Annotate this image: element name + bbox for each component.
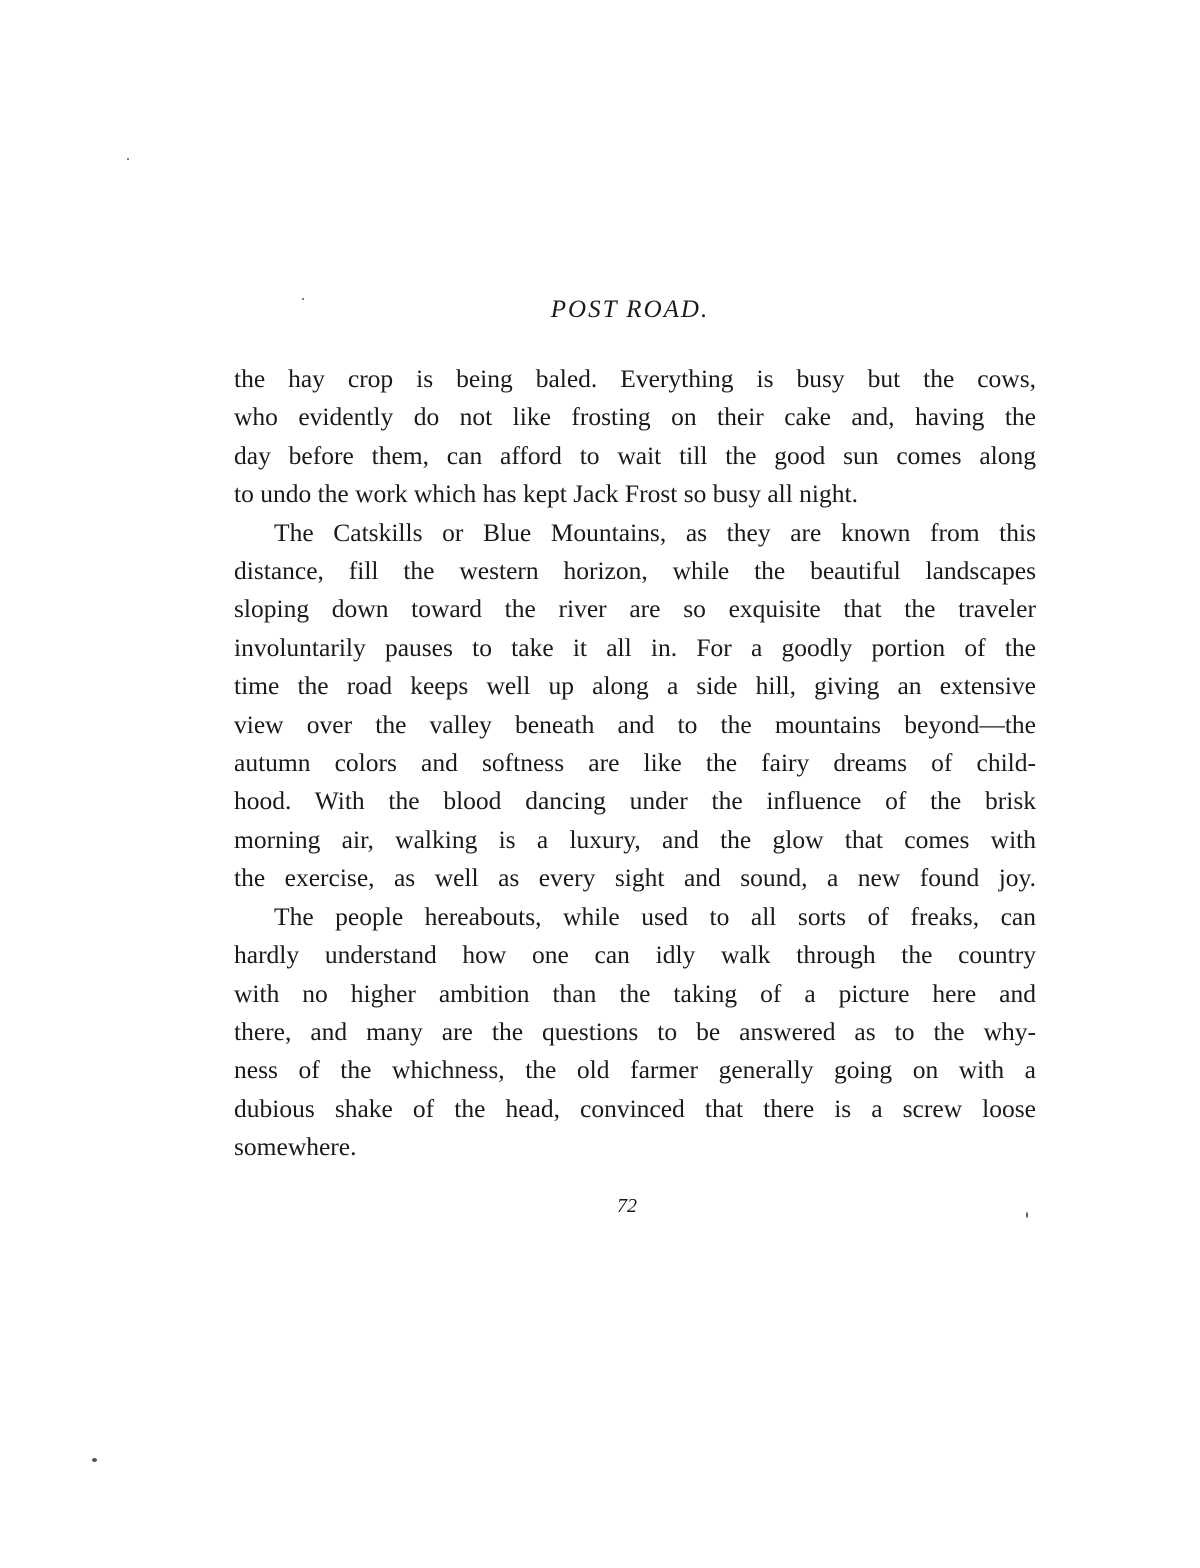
- text-line: hardly understand how one can idly walk through the country: [234, 940, 1036, 970]
- text-line: autumn colors and softness are like the fairy dreams of child-: [234, 748, 1036, 778]
- paragraph-3: [234, 898, 1036, 1167]
- text-line: who evidently do not like frosting on their cake and, having the: [234, 402, 1036, 432]
- text-line: The people hereabouts, while used to all sorts of freaks, can: [274, 901, 1036, 931]
- page-number: 72: [617, 1195, 637, 1217]
- running-head: POST ROAD.: [550, 296, 710, 323]
- text-line: ness of the whichness, the old farmer generally going on with a: [234, 1055, 1036, 1085]
- text-line: The Catskills or Blue Mountains, as they are known from this: [274, 517, 1036, 547]
- text-line: hood. With the blood dancing under the influence of the brisk: [234, 786, 1036, 816]
- text-line: with no higher ambition than the taking of a picture here and: [234, 978, 1036, 1008]
- text-line: dubious shake of the head, convinced that there is a screw loose: [234, 1093, 1036, 1123]
- text-line: day before them, can afford to wait till the good sun comes along: [234, 440, 1036, 470]
- paragraph-1: [234, 360, 1036, 514]
- text-line: the exercise, as well as every sight and sound, a new found joy.: [234, 863, 1036, 893]
- scan-speck: [1026, 1212, 1028, 1218]
- text-line: time the road keeps well up along a side hill, giving an extensive: [234, 671, 1036, 701]
- scan-speck: [127, 158, 129, 160]
- text-line: involuntarily pauses to take it all in. For a goodly portion of the: [234, 632, 1036, 662]
- text-line: there, and many are the questions to be answered as to the why-: [234, 1016, 1036, 1046]
- text-line: sloping down toward the river are so exquisite that the traveler: [234, 594, 1036, 624]
- paragraph-2: [234, 514, 1036, 898]
- text-line: to undo the work which has kept Jack Frost so busy all night.: [234, 479, 858, 509]
- text-line: distance, fill the western horizon, while the beautiful landscapes: [234, 556, 1036, 586]
- scan-speck: [302, 298, 304, 300]
- text-line: the hay crop is being baled. Everything is busy but the cows,: [234, 364, 1036, 393]
- text-line: somewhere.: [234, 1132, 357, 1162]
- text-line: morning air, walking is a luxury, and the glow that comes with: [234, 824, 1036, 854]
- text-line: view over the valley beneath and to the mountains beyond—the: [234, 709, 1036, 739]
- scan-speck: [92, 1458, 97, 1462]
- body-text: [234, 360, 1036, 1167]
